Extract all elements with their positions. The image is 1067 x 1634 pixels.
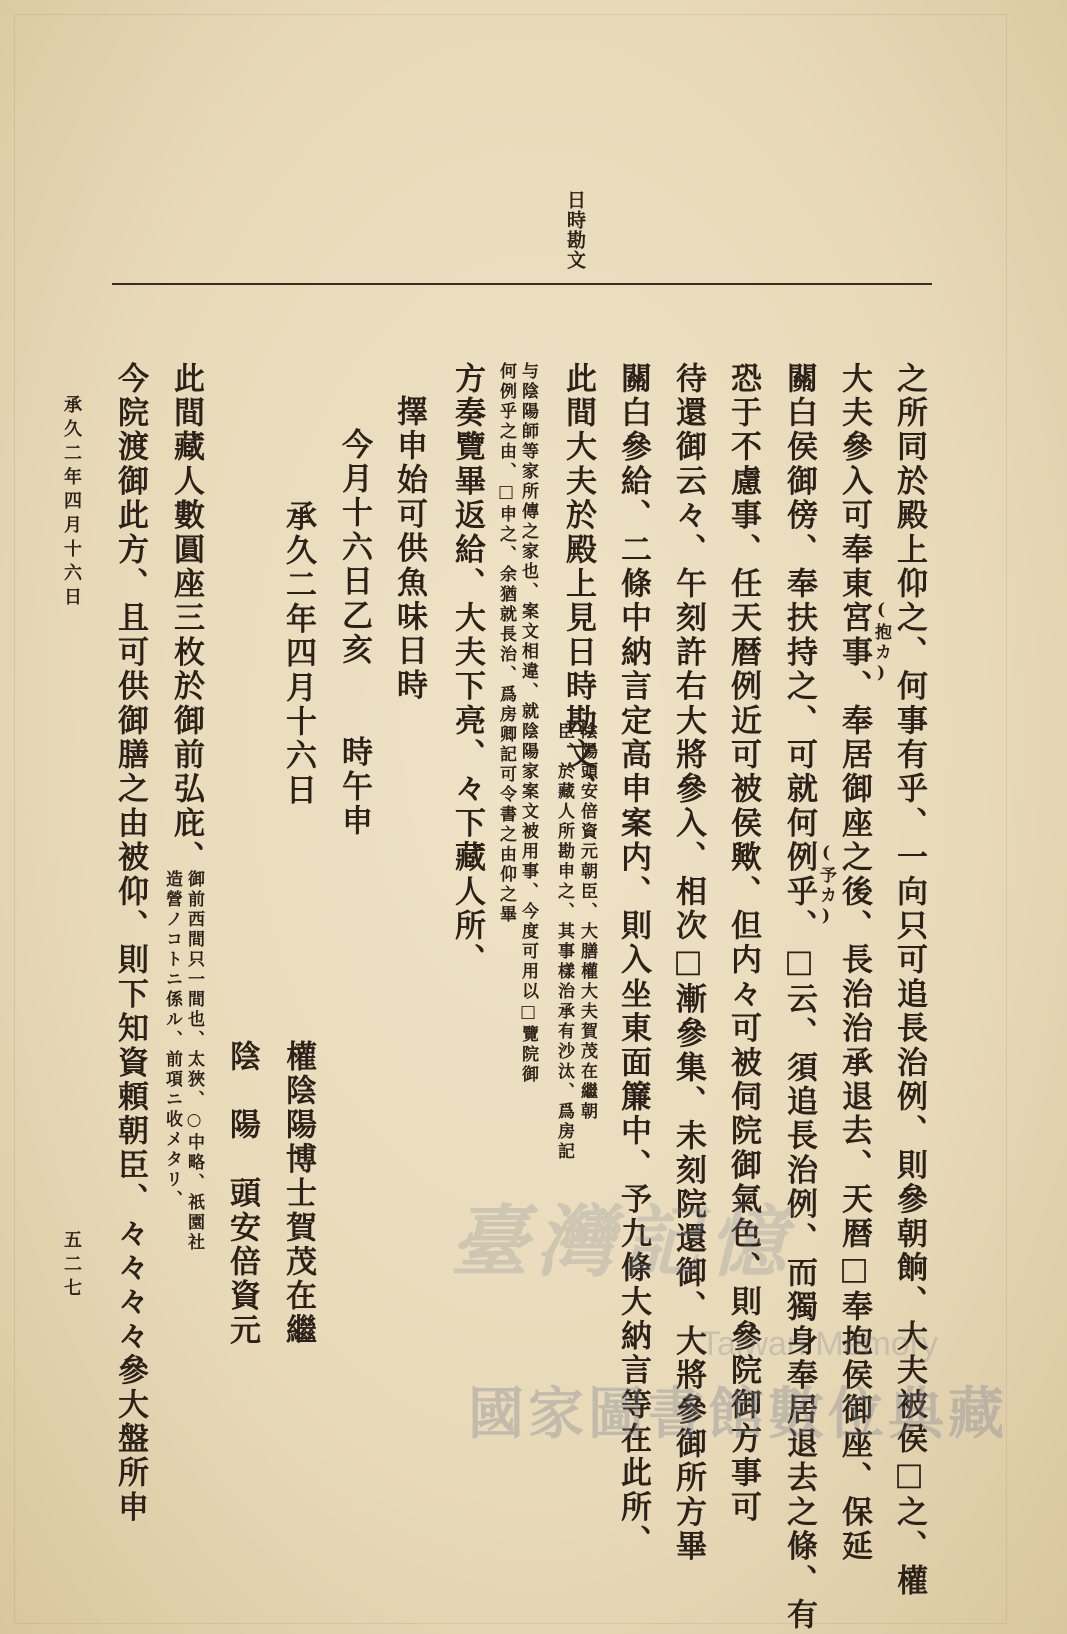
text-column-1: 之所同於殿上仰之、何事有乎、一向只可追長治例、則參朝餉、大夫被侯□之、權	[891, 362, 927, 1599]
margin-date: 承久二年四月十六日	[61, 395, 82, 611]
signature-2: 陰 陽 頭安倍資元	[224, 1040, 260, 1348]
text-column-3: 關白侯御傍、奉扶持之、可就何例乎、□云、須追長治例、而獨身奉居退去之條、有	[781, 362, 817, 1633]
annotation-col8-a: 与陰陽師等家所傳之家也、案文相違、就陰陽家案文被用事、今度可用以□覽院御	[518, 362, 538, 1085]
signature-1: 權陰陽博士賀茂在繼	[280, 1040, 316, 1348]
watermark-institution: 國家圖書館數位典藏	[468, 1381, 1008, 1447]
text-column-13: 今院渡御此方、且可供御膳之由被仰、則下知資頼朝臣、々々々々參大盤所申	[112, 362, 148, 1525]
page-number: 五二七	[61, 1230, 82, 1302]
running-header: 日時勘文	[564, 190, 586, 270]
text-column-4: 恐于不慮事、任天暦例近可被侯歟、但内々可被伺院御氣色、則參院御方事可	[725, 362, 761, 1525]
text-column-6: 關白參給、二條中納言定高申案内、則入坐東面簾中、予九條大納言等在此所、	[615, 362, 651, 1559]
text-column-10: 今月十六日乙亥 時午申	[336, 428, 372, 839]
text-column-11: 承久二年四月十六日	[280, 500, 316, 808]
text-column-8: 方奏覽畢返給、大夫下亮、々下藏人所、	[449, 362, 485, 978]
text-column-12: 此間藏人數圓座三枚於御前弘庇、	[168, 362, 204, 875]
annotation-col12-b: 造營ノコトニ係ル、前項ニ收メタリ、	[162, 870, 182, 1210]
annotation-col7-a: 陰陽頭安倍資元朝臣、大膳權大夫賀茂在繼朝	[577, 722, 597, 1122]
annotation-col2: (抱カ)	[871, 600, 891, 686]
header-rule	[112, 283, 932, 285]
text-column-9: 擇申始可供魚味日時	[391, 395, 427, 703]
text-column-5: 待還御云々、午刻許右大將參入、相次□漸參集、未刻院還御、大將參御所方畢	[670, 362, 706, 1564]
text-column-7: 此間大夫於殿上見日時勘文、	[560, 362, 596, 807]
watermark-logo-text: 臺灣記憶	[450, 1197, 795, 1288]
annotation-col7-b: 臣、於藏人所勘申之、其事樣治承有沙汰、爲房記	[554, 722, 574, 1162]
watermark-english: Taiwan Memory	[700, 1325, 939, 1363]
annotation-col8-b: 何例乎之由、□申之、余猶就長治、爲房卿記可令書之由仰之畢	[496, 362, 516, 925]
annotation-col12-a: 御前西間只一間也、太狹、○中略、祇園社	[184, 870, 204, 1253]
annotation-col3: (予カ)	[816, 843, 836, 929]
text-column-2: 大夫參入可奉東宮事、奉居御座之後、長治治承退去、天暦□奉抱侯御座、保延	[836, 362, 872, 1564]
